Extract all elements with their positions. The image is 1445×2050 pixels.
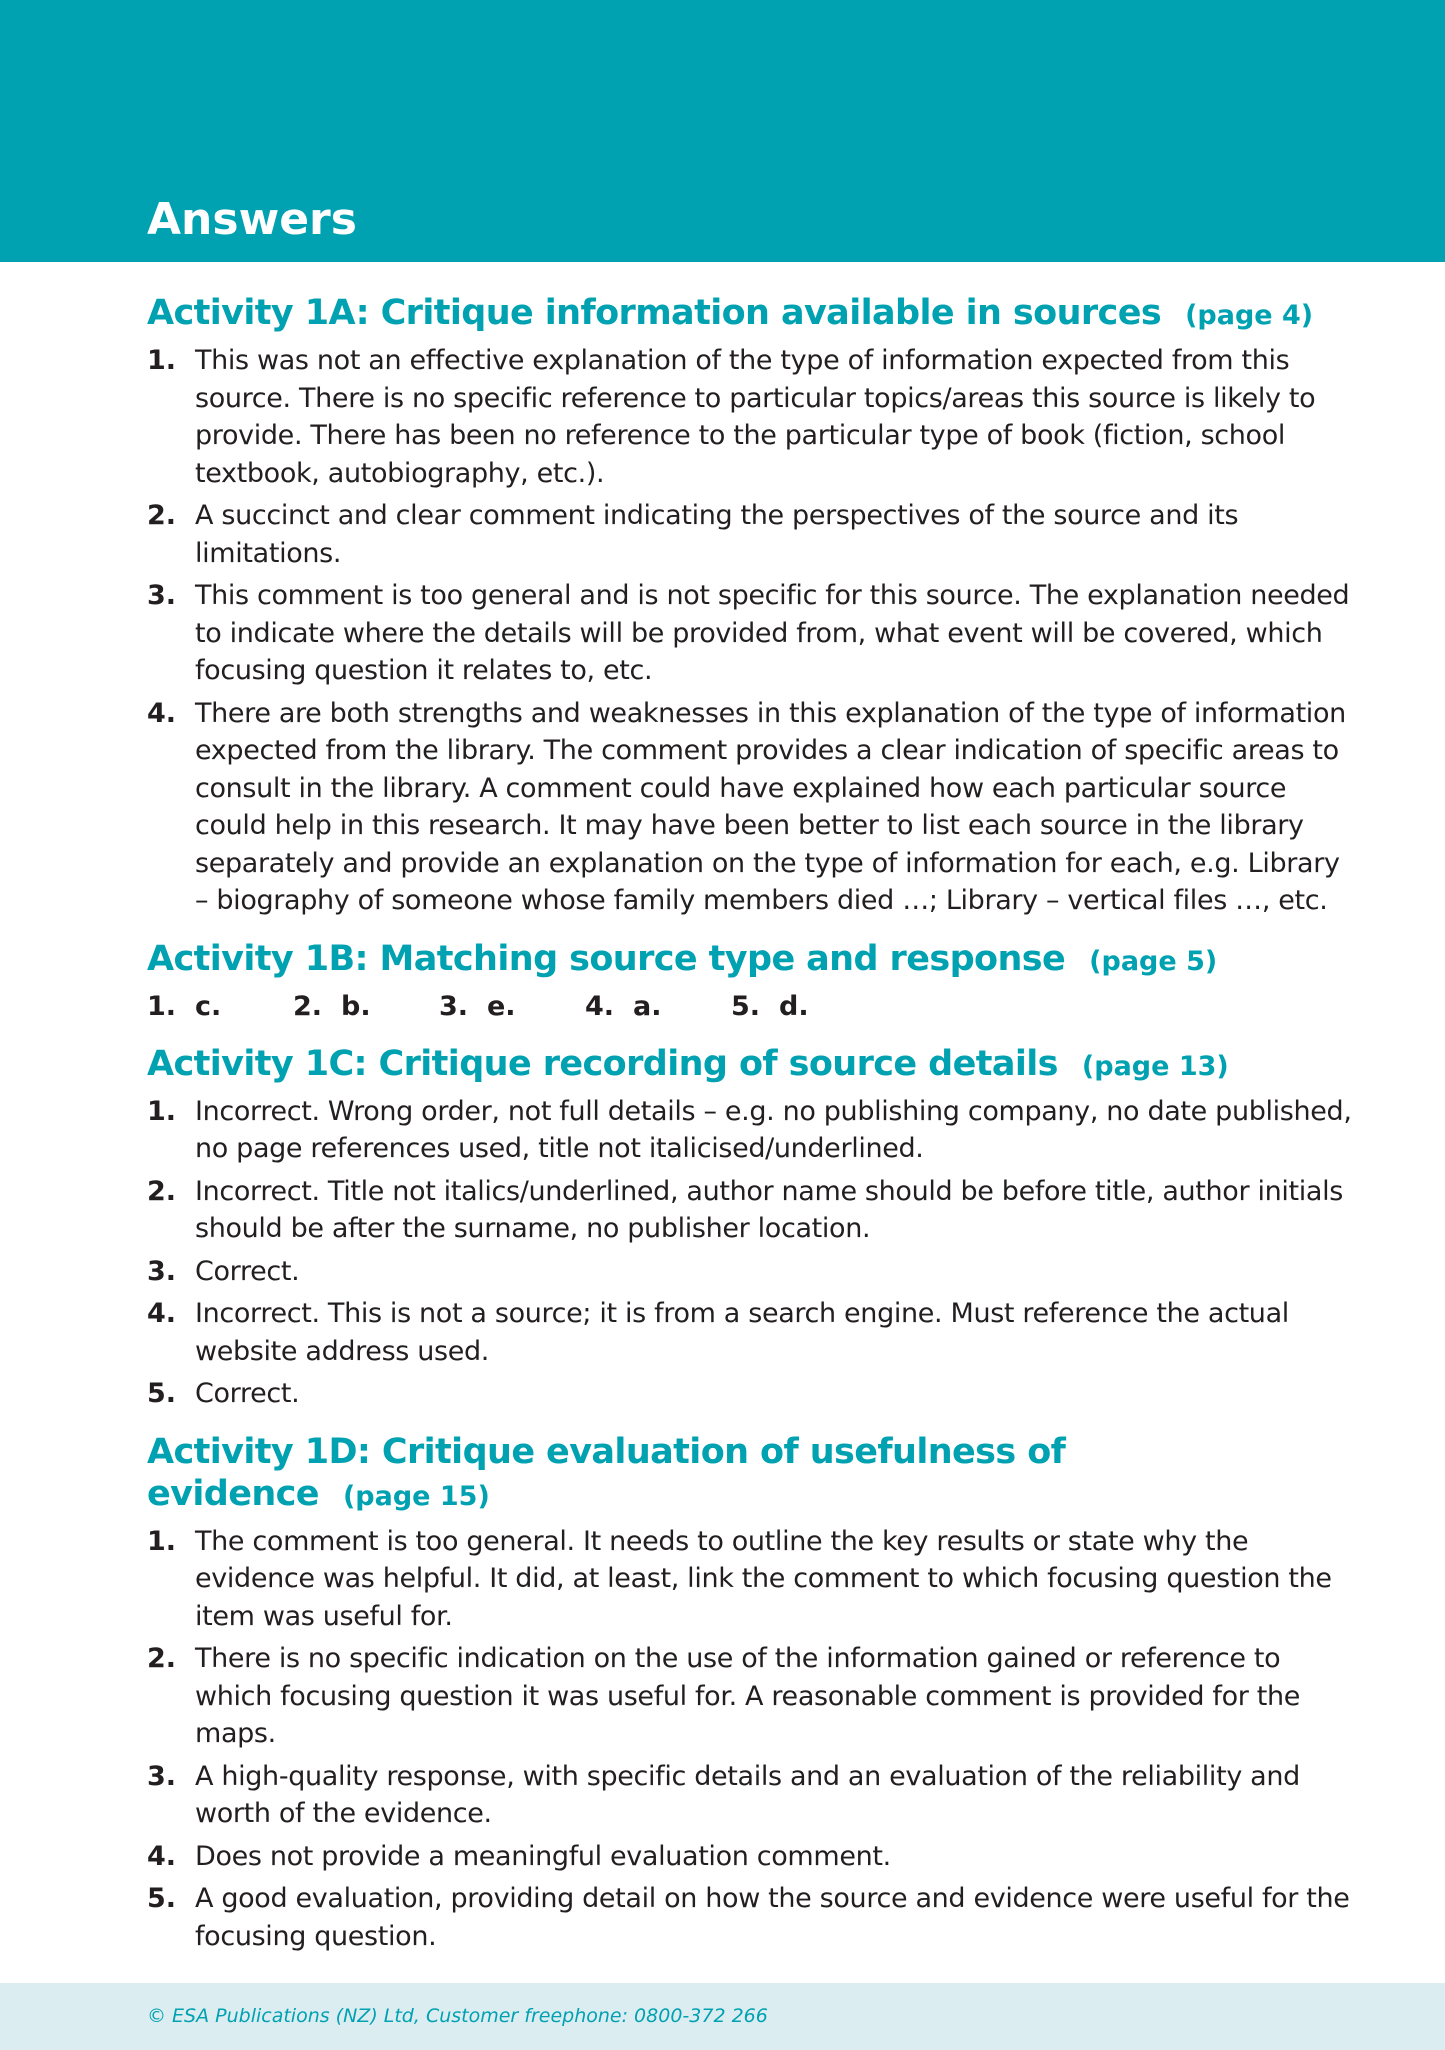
- answer-item: [147, 1093, 1355, 1168]
- header-band: [0, 0, 1445, 262]
- answer-number: 3.: [147, 1255, 177, 1287]
- answer-number: 1.: [147, 345, 177, 376]
- answer-text: Incorrect. This is not a source; it is from a search engine. Must reference the actual website address used.: [195, 1298, 1289, 1367]
- answer-text: Does not provide a meaningful evaluation comment.: [195, 1840, 891, 1872]
- footer-band: [0, 1983, 1445, 2050]
- page-reference: (page 13): [1081, 1050, 1229, 1082]
- answer-number: 5.: [147, 1378, 177, 1409]
- matching-answers: [147, 988, 1355, 1025]
- section-title: Activity 1C: Critique recording of source details: [147, 1043, 1058, 1084]
- matching-answer: [585, 988, 731, 1025]
- answer-number: 2.: [147, 1175, 177, 1207]
- answer-letter: c.: [195, 990, 222, 1022]
- answer-item: [147, 695, 1355, 920]
- matching-answer: [439, 988, 585, 1025]
- answer-number: 5.: [731, 990, 761, 1022]
- page-title: Answers: [147, 194, 357, 245]
- answer-number: 2.: [147, 500, 177, 531]
- answer-item: [147, 1838, 1355, 1876]
- answer-number: 2.: [293, 990, 323, 1022]
- answer-number: 1.: [147, 1525, 177, 1557]
- section-activity-1c: [147, 1043, 1355, 1413]
- answer-item: [147, 1375, 1355, 1413]
- answer-text: A succinct and clear comment indicating the perspectives of the source and its limitations.: [195, 500, 1239, 569]
- section-activity-1d: [147, 1431, 1355, 1956]
- page-reference: (page 4): [1185, 300, 1314, 331]
- matching-answer: [147, 988, 293, 1025]
- answer-number: 4.: [585, 990, 615, 1022]
- matching-answer: [731, 988, 877, 1025]
- answer-text: Incorrect. Wrong order, not full details – e.g. no publishing company, no date published, no page references used, title not italicised/underlined.: [195, 1095, 1352, 1164]
- answer-letter: a.: [633, 990, 662, 1022]
- answer-text: There are both strengths and weaknesses in this explanation of the type of information expected from the library. The comment provides a clear indication of specific areas to consult in the library. A comment could have explained how each particular source could help in this research. It may have been better to list each source in the library separately and provide an explanation on the type of information for each, e.g. Library – biography of someone whose family members died …; Library – vertical files …, etc.: [195, 697, 1346, 916]
- answer-number: 1.: [147, 990, 177, 1022]
- page-reference: (page 5): [1089, 945, 1218, 977]
- section-heading: [147, 292, 1355, 334]
- section-title: Activity 1B: Matching source type and response: [147, 938, 1066, 979]
- answer-number: 3.: [147, 1760, 177, 1792]
- matching-answer: [293, 988, 439, 1025]
- answer-list: [147, 1523, 1355, 1956]
- answer-number: 3.: [439, 990, 469, 1022]
- answer-letter: d.: [779, 990, 809, 1022]
- section-heading: [147, 1431, 1355, 1515]
- answer-item: [147, 1253, 1355, 1291]
- answer-item: [147, 1295, 1355, 1370]
- answer-item: [147, 497, 1355, 572]
- answer-item: [147, 1523, 1355, 1636]
- answer-text: Correct.: [195, 1378, 300, 1409]
- copyright-footer: © ESA Publications (NZ) Ltd, Customer freephone: 0800-372 266: [147, 2005, 768, 2027]
- answer-item: [147, 1758, 1355, 1833]
- section-heading: [147, 938, 1355, 980]
- answer-item: [147, 1880, 1355, 1955]
- answers-content: [147, 292, 1355, 1973]
- answer-item: [147, 1173, 1355, 1248]
- section-title: Activity 1A: Critique information available in sources: [147, 293, 1162, 333]
- answer-number: 5.: [147, 1883, 177, 1914]
- answer-text: This comment is too general and is not specific for this source. The explanation needed to indicate where the details will be provided from, what event will be covered, which focusing question it relates to, etc.: [195, 580, 1350, 686]
- answer-text: This was not an effective explanation of the type of information expected from this source. There is no specific reference to particular topics/areas this source is likely to provide. There has been no reference to the particular type of book (fiction, school textbook, autobiography, etc.).: [195, 345, 1316, 489]
- answer-number: 3.: [147, 580, 177, 611]
- answer-letter: e.: [487, 990, 516, 1022]
- answer-letter: b.: [341, 990, 371, 1022]
- answer-text: A high-quality response, with specific details and an evaluation of the reliability and worth of the evidence.: [195, 1760, 1300, 1829]
- answer-number: 4.: [147, 1840, 177, 1872]
- section-activity-1a: [147, 292, 1355, 920]
- answer-text: The comment is too general. It needs to outline the key results or state why the evidence was helpful. It did, at least, link the comment to which focusing question the item was useful for.: [195, 1525, 1332, 1632]
- answer-item: [147, 577, 1355, 690]
- answer-number: 4.: [147, 1298, 177, 1329]
- answer-text: There is no specific indication on the use of the information gained or reference to which focusing question it was useful for. A reasonable comment is provided for the maps.: [195, 1643, 1300, 1749]
- answer-number: 2.: [147, 1643, 177, 1674]
- section-title: Activity 1D: Critique evaluation of usefulness of evidence: [147, 1431, 1066, 1514]
- answer-list: [147, 342, 1355, 920]
- page-reference: (page 15): [342, 1480, 490, 1512]
- answer-list: [147, 1093, 1355, 1413]
- answer-number: 4.: [147, 697, 177, 729]
- section-heading: [147, 1043, 1355, 1085]
- answer-text: Incorrect. Title not italics/underlined, author name should be before title, author initials should be after the surname, no publisher location.: [195, 1175, 1343, 1244]
- answer-item: [147, 342, 1355, 492]
- answer-text: Correct.: [195, 1255, 300, 1287]
- answer-text: A good evaluation, providing detail on how the source and evidence were useful for the focusing question.: [195, 1883, 1350, 1952]
- section-activity-1b: [147, 938, 1355, 1025]
- answer-number: 1.: [147, 1095, 177, 1127]
- answer-item: [147, 1640, 1355, 1753]
